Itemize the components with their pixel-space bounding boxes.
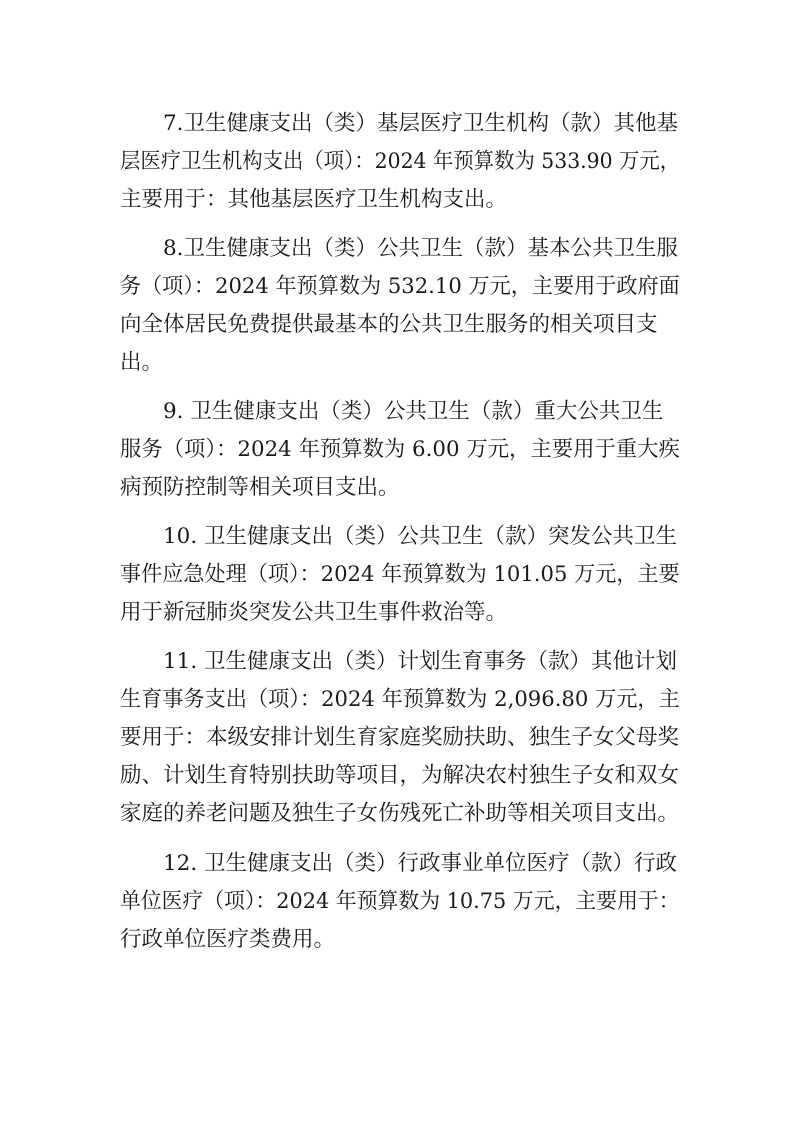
- text-line: 要用于：本级安排计划生育家庭奖励扶助、独生子女父母奖: [120, 725, 680, 750]
- text-line: 向全体居民免费提供最基本的公共卫生服务的相关项目支: [120, 312, 658, 337]
- text-line: 10. 卫生健康支出（类）公共卫生（款）突发公共卫生: [163, 524, 678, 549]
- text-line: 12. 卫生健康支出（类）行政事业单位医疗（款）行政: [163, 851, 678, 876]
- text-line: 服务（项）：2024 年预算数为 6.00 万元，主要用于重大疾: [120, 437, 680, 462]
- text-line: 7.卫生健康支出（类）基层医疗卫生机构（款）其他基: [163, 111, 679, 136]
- text-line: 生育事务支出（项）：2024 年预算数为 2,096.80 万元，主: [120, 687, 680, 712]
- text-line: 用于新冠肺炎突发公共卫生事件救治等。: [120, 600, 508, 625]
- text-line: 家庭的养老问题及独生子女伤残死亡补助等相关项目支出。: [120, 801, 680, 826]
- text-line: 单位医疗（项）：2024 年预算数为 10.75 万元，主要用于：: [120, 889, 680, 914]
- text-line: 行政单位医疗类费用。: [120, 927, 336, 952]
- text-line: 出。: [120, 350, 164, 375]
- text-line: 层医疗卫生机构支出（项）：2024 年预算数为 533.90 万元，: [120, 149, 681, 174]
- text-line: 11. 卫生健康支出（类）计划生育事务（款）其他计划: [163, 649, 678, 674]
- text-line: 主要用于：其他基层医疗卫生机构支出。: [120, 187, 508, 212]
- text-line: 病预防控制等相关项目支出。: [120, 475, 400, 500]
- text-line: 务（项）：2024 年预算数为 532.10 万元，主要用于政府面: [120, 274, 680, 299]
- text-line: 励、计划生育特别扶助等项目，为解决农村独生子女和双女: [120, 763, 680, 788]
- text-line: 9. 卫生健康支出（类）公共卫生（款）重大公共卫生: [163, 399, 664, 424]
- text-line: 事件应急处理（项）：2024 年预算数为 101.05 万元，主要: [120, 562, 680, 587]
- text-line: 8.卫生健康支出（类）公共卫生（款）基本公共卫生服: [163, 236, 679, 261]
